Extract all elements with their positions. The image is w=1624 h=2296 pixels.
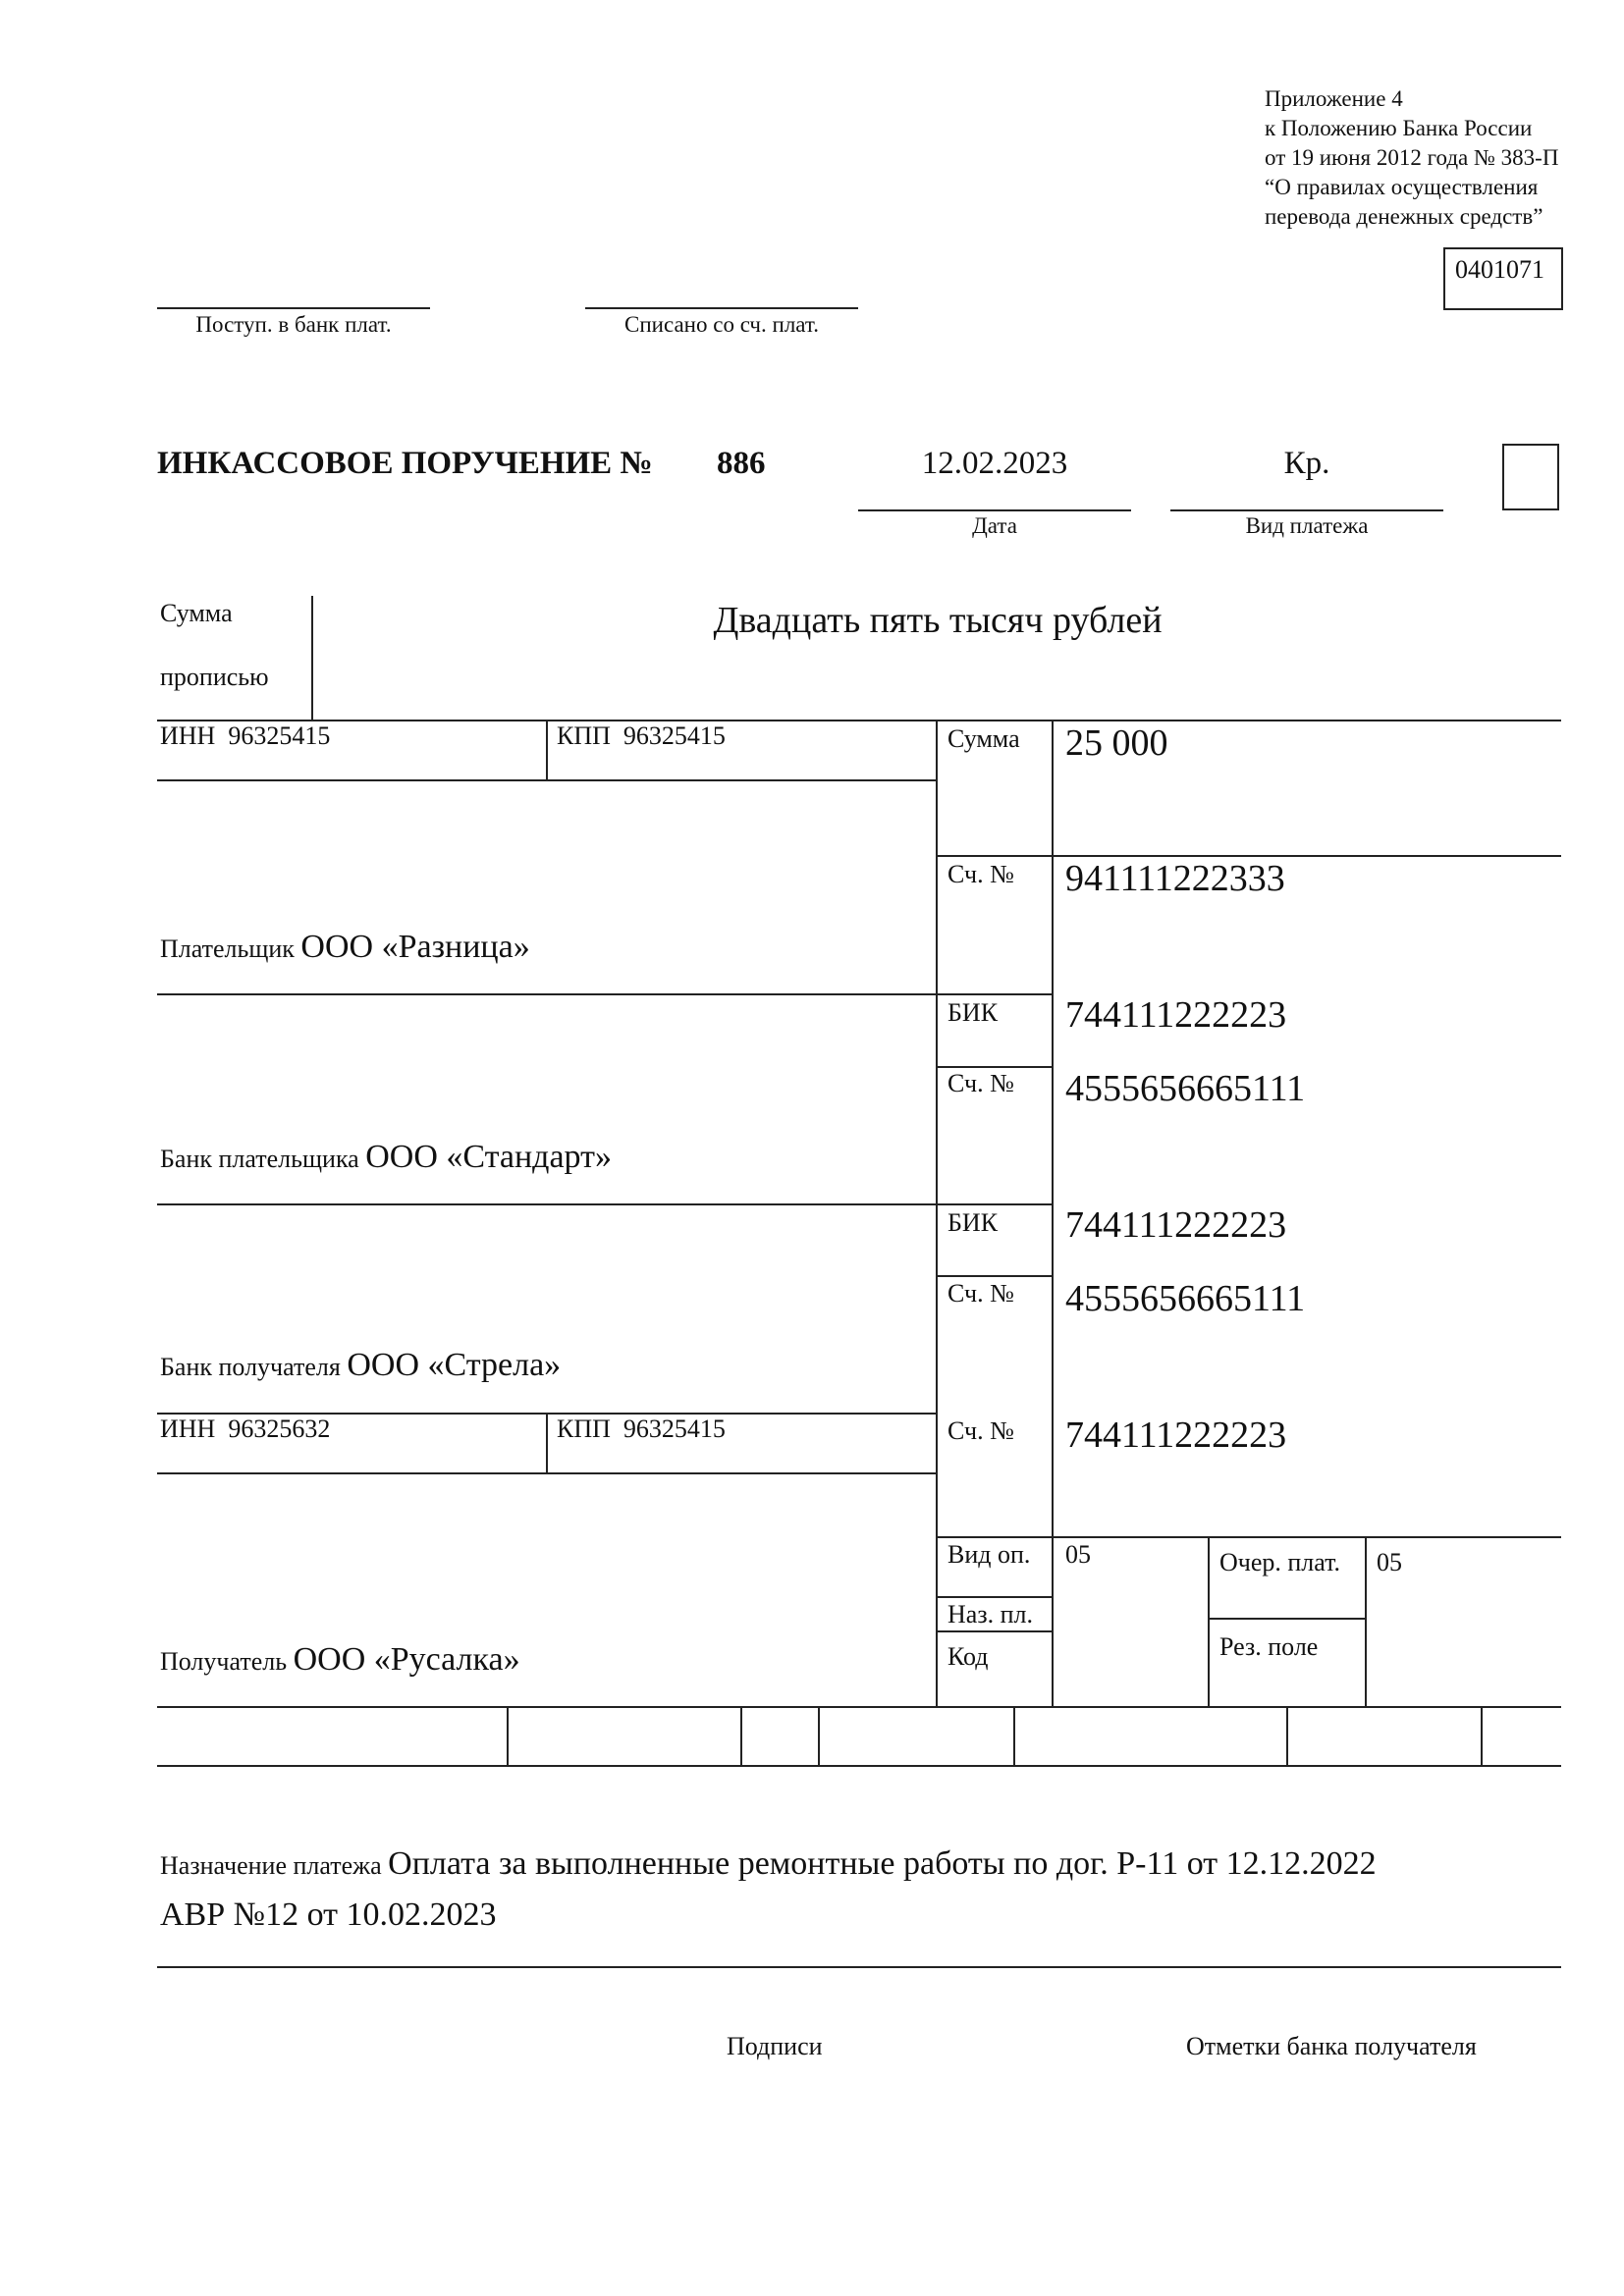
- appendix-line-5: перевода денежных средств”: [1265, 204, 1543, 229]
- purpose-label: Назначение платежа: [160, 1851, 382, 1880]
- appendix-line-2: к Положению Банка России: [1265, 116, 1533, 140]
- blank-row-div-3: [818, 1706, 820, 1766]
- payer-kpp-label-text: КПП: [557, 721, 611, 750]
- recipient-name: ООО «Русалка»: [293, 1641, 520, 1678]
- status-box: [1502, 444, 1559, 510]
- recipient-kpp: 96325415: [623, 1415, 726, 1443]
- purpose-text-1: Оплата за выполненные ремонтные работы по дог. Р-11 от 12.12.2022: [388, 1845, 1377, 1882]
- payer-name: ООО «Разница»: [300, 929, 530, 965]
- received-line: [157, 307, 430, 309]
- recipient-account-label: Сч. №: [947, 1416, 1014, 1445]
- payer-label-text: Плательщик: [160, 934, 295, 963]
- payment-type-line: [1170, 509, 1443, 511]
- recipient-bank-bik-label: БИК: [947, 1208, 999, 1237]
- payer-bank-account: 4555656665111: [1065, 1068, 1306, 1109]
- recipient-kpp-label: [557, 1415, 726, 1444]
- purpose-text-2: АВР №12 от 10.02.2023: [160, 1896, 497, 1933]
- vid-op-value: 05: [1065, 1540, 1091, 1569]
- ocher-label: Очер. плат.: [1219, 1548, 1341, 1576]
- payer-bank-bik-label: БИК: [947, 998, 999, 1027]
- debited-line: [585, 307, 858, 309]
- date-line: [858, 509, 1131, 511]
- col-line-labels: [936, 720, 938, 1707]
- bank-marks-label: Отметки банка получателя: [1186, 2032, 1477, 2060]
- rez-top-line: [1208, 1618, 1365, 1620]
- sum-label: Сумма: [947, 724, 1020, 753]
- ocher-right-divider: [1365, 1536, 1367, 1707]
- recipient-inn-kpp-divider: [546, 1413, 548, 1473]
- recipient-label-text: Получатель: [160, 1647, 288, 1676]
- form-code: 0401071: [1455, 255, 1544, 284]
- recipient-bank-name: ООО «Стрела»: [347, 1347, 562, 1383]
- purpose-bottom-line: [157, 1966, 1561, 1968]
- blank-row-div-4: [1013, 1706, 1015, 1766]
- payer-inn: 96325415: [228, 721, 331, 750]
- blank-row-bottom: [157, 1765, 1561, 1767]
- amount-words-divider: [311, 596, 313, 721]
- payer-bank-account-label: Сч. №: [947, 1069, 1014, 1097]
- amount-words-value: Двадцать пять тысяч рублей: [713, 600, 1163, 641]
- payer-bank-label: [160, 1139, 612, 1176]
- document-date: 12.02.2023: [921, 446, 1068, 481]
- payer-inn-underline: [157, 779, 936, 781]
- blank-row-div-2: [740, 1706, 742, 1766]
- recipient-bank-label-text: Банк получателя: [160, 1353, 341, 1381]
- recipient-bank-label: [160, 1347, 561, 1384]
- payer-bank-bik-bottom: [936, 1066, 1052, 1068]
- blank-row-div-5: [1286, 1706, 1288, 1766]
- recipient-bank-bik-bottom: [936, 1275, 1052, 1277]
- recipient-inn-underline: [157, 1472, 936, 1474]
- vid-op-label: Вид оп.: [947, 1540, 1031, 1569]
- payment-type-label: Вид платежа: [1245, 513, 1369, 538]
- appendix-line-4: “О правилах осуществления: [1265, 175, 1539, 199]
- appendix-line-1: Приложение 4: [1265, 86, 1403, 111]
- form-code-box: [1443, 247, 1563, 310]
- recipient-inn-label-text: ИНН: [160, 1415, 216, 1443]
- blank-row-div-1: [507, 1706, 509, 1766]
- ocher-value: 05: [1377, 1548, 1402, 1576]
- document-number: 886: [717, 446, 766, 481]
- recipient-bank-bik-top: [936, 1203, 1052, 1205]
- recipient-bank-account-label: Сч. №: [947, 1279, 1014, 1308]
- date-label: Дата: [972, 513, 1017, 538]
- naz-pl-label: Наз. пл.: [947, 1600, 1033, 1629]
- payer-account-label: Сч. №: [947, 860, 1014, 888]
- recipient-account: 744111222223: [1065, 1415, 1287, 1456]
- recipient-label: [160, 1641, 520, 1679]
- payer-bank-label-text: Банк плательщика: [160, 1145, 359, 1173]
- payer-bank-name: ООО «Стандарт»: [365, 1139, 612, 1175]
- payer-bank-bottom-line: [157, 1203, 936, 1205]
- recipient-kpp-label-text: КПП: [557, 1415, 611, 1443]
- operation-top-line: [936, 1536, 1561, 1538]
- received-label: Поступ. в банк плат.: [195, 312, 392, 337]
- payer-label: [160, 929, 530, 966]
- payer-kpp-label: [557, 721, 726, 751]
- amount-words-label-1: Сумма: [160, 599, 233, 627]
- appendix-line-3: от 19 июня 2012 года № 383-П: [1265, 145, 1559, 170]
- kod-label: Код: [947, 1642, 989, 1671]
- naz-pl-top-line: [936, 1596, 1052, 1598]
- payer-bottom-line: [157, 993, 936, 995]
- recipient-inn-label: [160, 1415, 330, 1444]
- kod-top-line: [936, 1630, 1052, 1632]
- recipient-inn: 96325632: [228, 1415, 331, 1443]
- payer-inn-label-text: ИНН: [160, 721, 216, 750]
- payment-type: Кр.: [1283, 446, 1330, 481]
- payer-inn-label: [160, 721, 330, 751]
- ocher-left-divider: [1208, 1536, 1210, 1707]
- recipient-bank-account: 4555656665111: [1065, 1278, 1306, 1319]
- payer-bank-bik-top: [936, 993, 1052, 995]
- col-line-values: [1052, 720, 1054, 1707]
- sum-value: 25 000: [1065, 722, 1168, 764]
- payer-inn-kpp-divider: [546, 720, 548, 780]
- blank-row-top: [157, 1706, 1561, 1708]
- purpose-line-1: [160, 1845, 1377, 1883]
- payer-kpp: 96325415: [623, 721, 726, 750]
- recipient-bank-bik: 744111222223: [1065, 1204, 1287, 1246]
- row-line-payer-top: [157, 720, 1561, 721]
- document-title: ИНКАССОВОЕ ПОРУЧЕНИЕ №: [157, 446, 653, 481]
- payer-account-value: 941111222333: [1065, 858, 1285, 899]
- debited-label: Списано со сч. плат.: [624, 312, 819, 337]
- blank-row-div-6: [1481, 1706, 1483, 1766]
- rez-label: Рез. поле: [1219, 1632, 1319, 1661]
- payer-bank-bik: 744111222223: [1065, 994, 1287, 1036]
- amount-words-label-2: прописью: [160, 663, 269, 691]
- signatures-label: Подписи: [727, 2032, 823, 2060]
